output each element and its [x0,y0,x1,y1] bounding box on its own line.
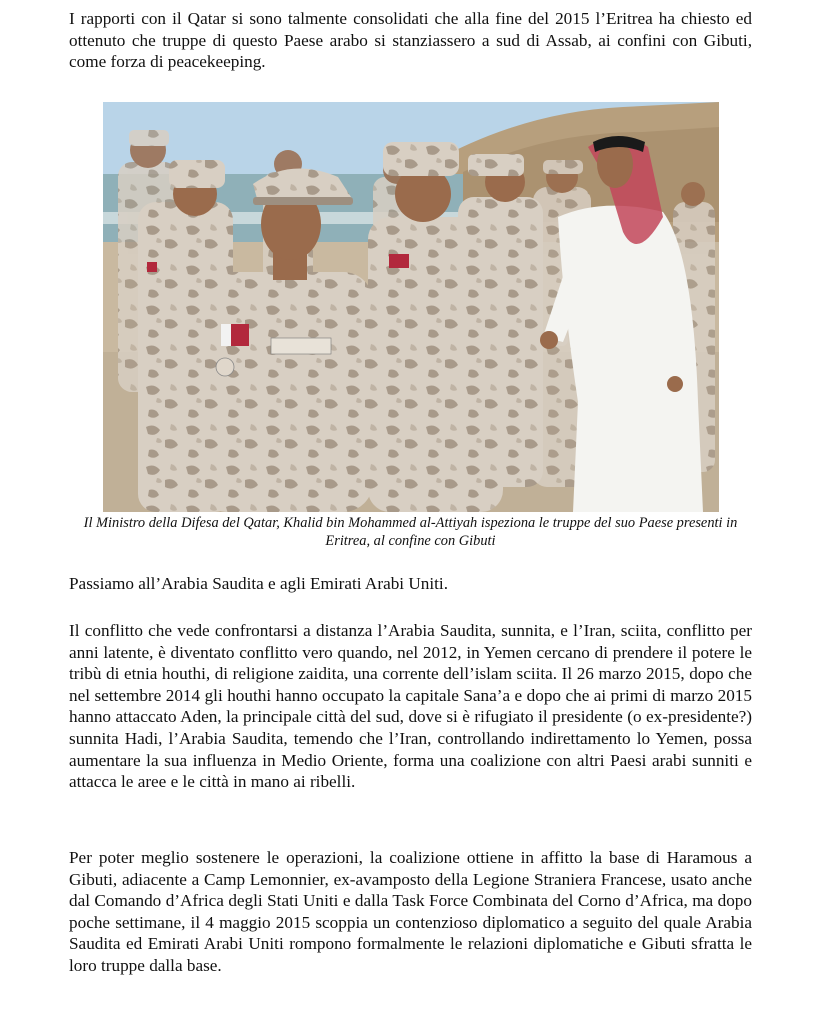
paragraph-yemen-conflict: Il conflitto che vede confrontarsi a distanza l’Arabia Saudita, sunnita, e l’Iran, sciita, conflitto per anni latente, è diventato conflitto vero quando, nel 2012, in Yemen cercano di prendere il potere le tribù di etnia houthi, di religione zaidita, una corrente dell’islam sciita. Il 26 marzo 2015, dopo che nel settembre 2014 gli houthi hanno occupato la capitale Sana’a e dopo che ai primi di marzo 2015 hanno attaccato Aden, la principale città del sud, dove si è rifugiato il presidente (o ex-presidente?) sunnita Hadi, l’Arabia Saudita, temendo che l’Iran, controllando indirettamento lo Yemen, possa aumentare la sua influenza in Medio Oriente, forma una coalizione con altri Paesi arabi sunniti e attacca le aree e le città in mano ai ribelli. [69,621,752,792]
photo-illustration [103,102,719,512]
paragraph-qatar: I rapporti con il Qatar si sono talmente consolidati che alla fine del 2015 l’Eritrea ha chiesto ed ottenuto che truppe di questo Paese arabo si stanziassero a sud di Assab, ai confini con Gibuti, come forza di peacekeeping. [69,9,752,72]
paragraph-djibouti-base: Per poter meglio sostenere le operazioni, la coalizione ottiene in affitto la base di Haramous a Gibuti, adiacente a Camp Lemonnier, ex-avamposto della Legione Straniera Francese, usato anche dal Comando d’Africa degli Stati Uniti e dalla Task Force Combinata del Corno d’Africa, ma dopo poche settimane, il 4 maggio 2015 scoppia un contenzioso diplomatico a seguito del quale Arabia Saudita ed Emirati Arabi Uniti rompono formalmente le relazioni diplomatiche e Gibuti sfratta le loro truppe dalla base. [69,848,752,975]
photo-caption: Il Ministro della Difesa del Qatar, Khalid bin Mohammed al-Attiyah ispeziona le truppe del suo Paese presenti in Eritrea, al confine con Gibuti [83,515,738,550]
photo-qatari-minister-inspection [103,102,719,512]
paragraph-saudi-uae-intro: Passiamo all’Arabia Saudita e agli Emirati Arabi Uniti. [69,574,448,593]
